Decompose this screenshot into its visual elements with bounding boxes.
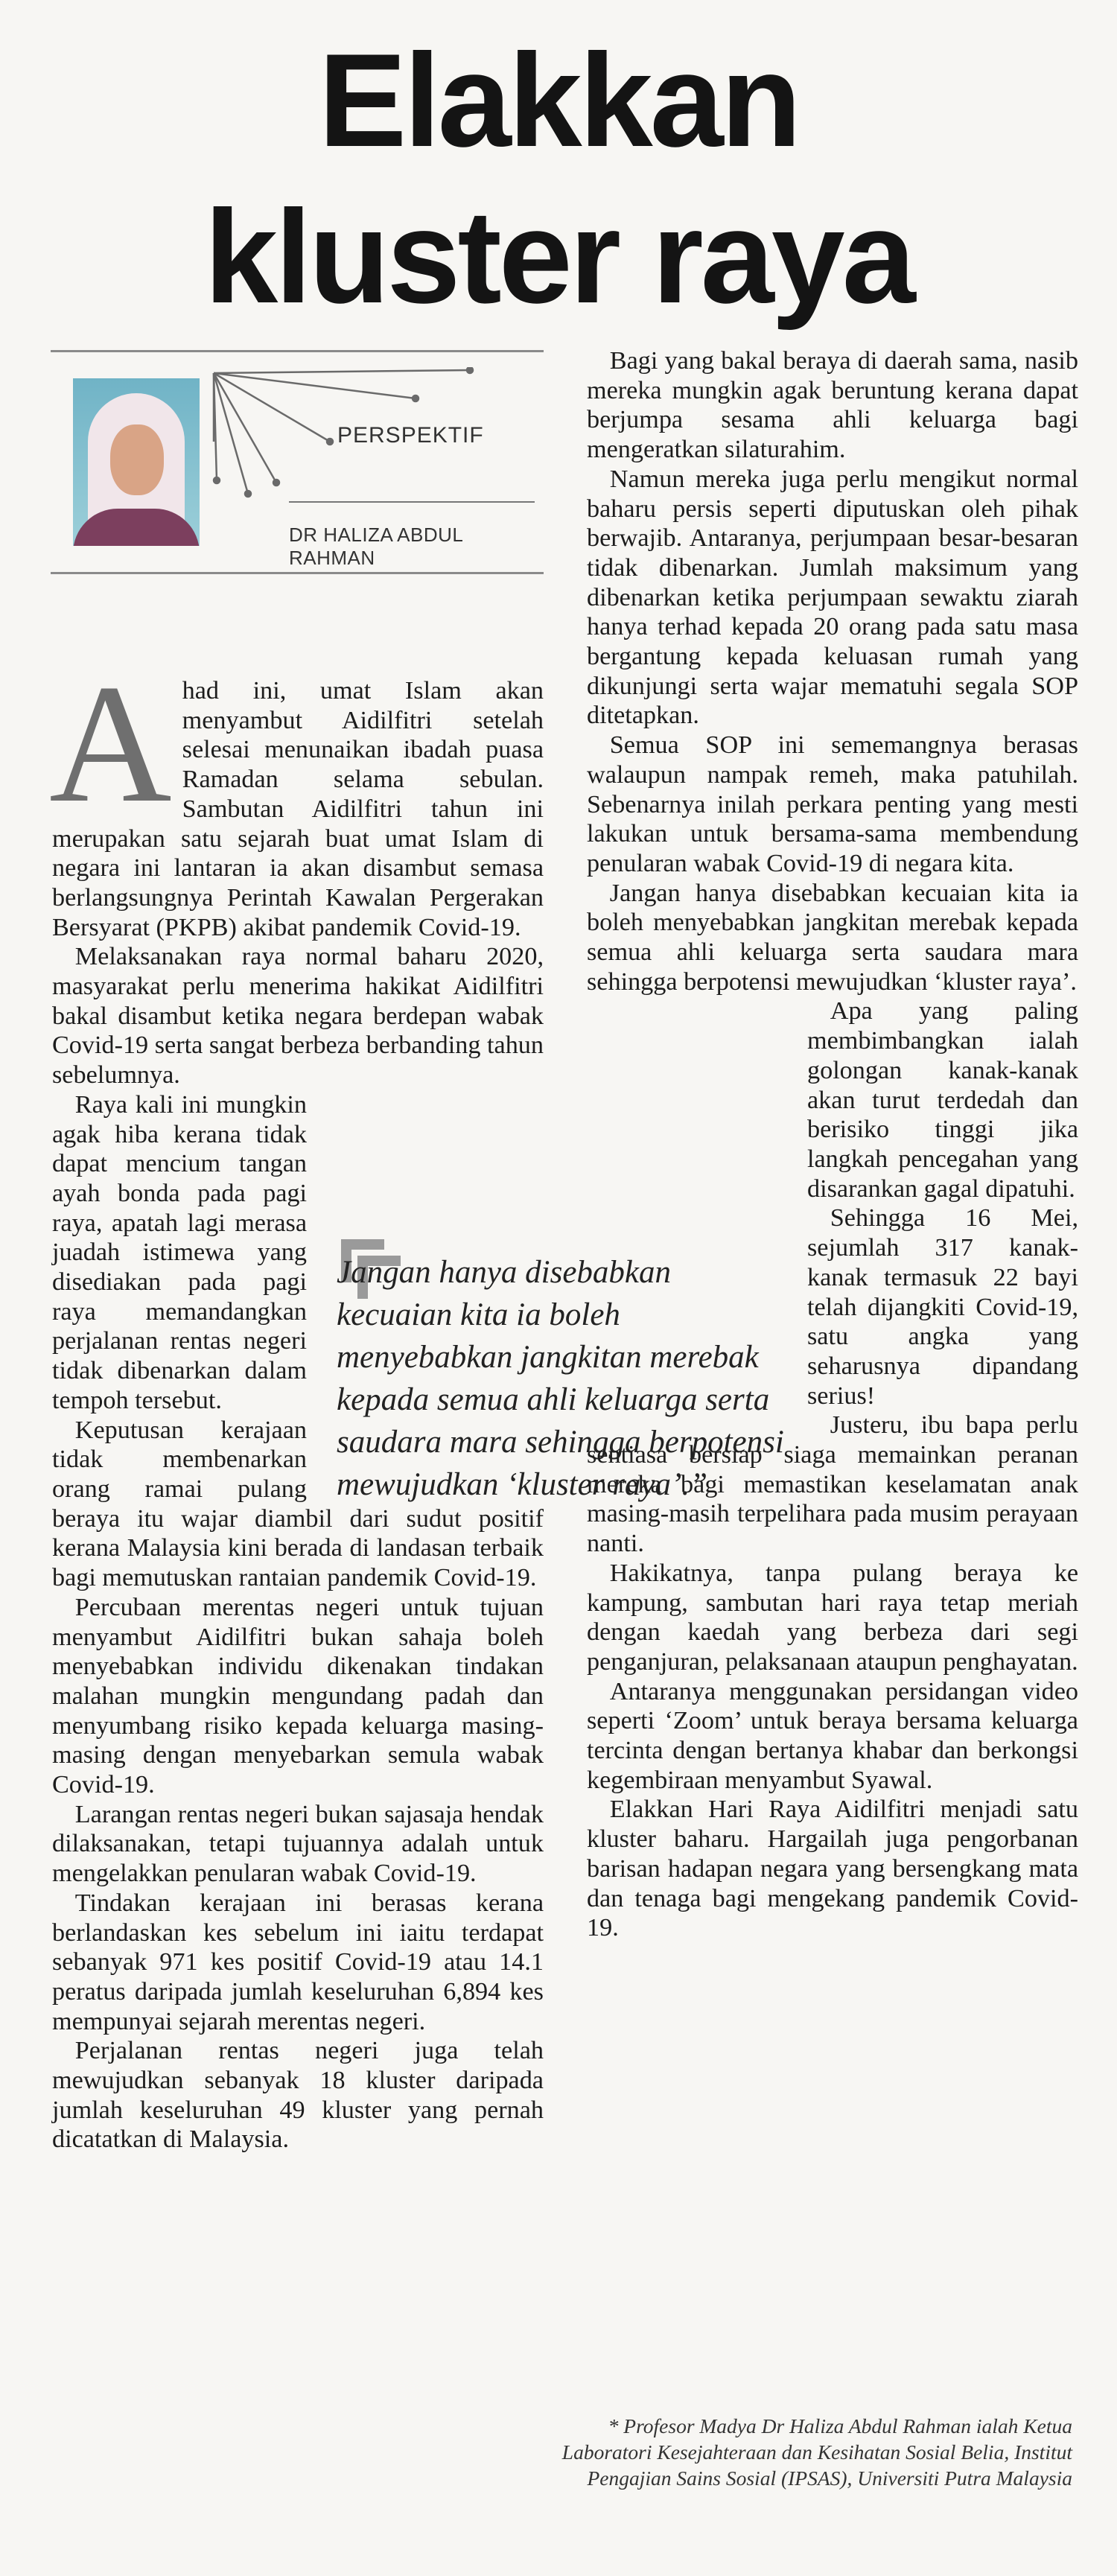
byline-divider <box>289 501 535 503</box>
article-paragraph: Justeru, ibu bapa perlu sentiasa bersiap siaga memainkan peranan mereka bagi memastikan keselamatan anak masing-masih terpelihara pada musim perayaan nanti. <box>587 1411 1078 1558</box>
byline-box <box>51 350 544 574</box>
author-footnote: * Profesor Madya Dr Haliza Abdul Rahman ialah Ketua Laboratori Kesejahteraan dan Kesihatan Sosial Belia, Institut Pengajian Sains Sosial (IPSAS), Universiti Putra Malaysia <box>561 2414 1072 2490</box>
drop-cap: A <box>49 650 172 838</box>
article-paragraph: Semua SOP ini sememangnya berasas walaupun nampak remeh, maka patuhilah. Sebenarnya inilah perkara penting yang mesti lakukan untuk bersama-sama membendung penularan wabak Covid-19 di negara kita. <box>587 731 1078 877</box>
article-paragraph: Namun mereka juga perlu mengikut normal baharu persis seperti diputuskan oleh pihak berwajib. Antaranya, perjumpaan besar-besaran tidak dibenarkan. Jumlah maksimum yang dibenarkan ketika perjumpaan sewaktu ziarah hanya terhad kepada 20 orang pada satu masa bergantung kepada keluasan rumah yang dikunjungi serta wajar mematuhi segala SOP ditetapkan. <box>587 465 1078 730</box>
article-paragraph: Percubaan merentas negeri untuk tujuan menyambut Aidilfitri bukan sahaja boleh menyebabkan individu dikenakan tindakan malahan mungkin mengundang padah dan menyumbang risiko kepada keluarga masing-masing dengan menyebarkan semula wabak Covid-19. <box>52 1593 544 1799</box>
article-paragraph: Larangan rentas negeri bukan sajasaja hendak dilaksanakan, tetapi tujuannya adalah untuk mengelakkan penularan wabak Covid-19. <box>52 1800 544 1888</box>
article-column-2 <box>587 346 1078 1943</box>
article-paragraph: Melaksanakan raya normal baharu 2020, masyarakat perlu menerima hakikat Aidilfitri bakal disambut ketika negara berdepan wabak Covid-19 serta sangat berbeza berbanding tahun sebelumnya. <box>52 943 544 1090</box>
article-paragraph: Raya kali ini mungkin agak hiba kerana tidak dapat mencium tangan ayah bonda pada pagi raya, apatah lagi merasa juadah istimewa yang disediakan pada pagi raya memandangkan perjalanan rentas negeri tidak dibenarkan dalam tempoh tersebut. <box>52 1090 307 1414</box>
article-paragraph: Perjalanan rentas negeri juga telah mewujudkan sebanyak 18 kluster daripada jumlah keseluruhan 49 kluster yang pernah dicatatkan di Malaysia. <box>52 2037 544 2154</box>
article-paragraph: Tindakan kerajaan ini berasas kerana berlandaskan kes sebelum ini iaitu terdapat sebanyak 971 kes positif Covid-19 atau 14.1 peratus daripada jumlah keseluruhan 6,894 kes mempunyai sejarah merentas negeri. <box>52 1889 544 2035</box>
headline-line-1: Elakkan <box>318 26 799 174</box>
article-paragraph: Elakkan Hari Raya Aidilfitri menjadi satu kluster baharu. Hargailah juga pengorbanan barisan hadapan negara yang bersengkang mata dan tenaga bagi mengekang pandemik Covid-19. <box>587 1796 1078 1942</box>
headline-line-2: kluster raya <box>204 182 913 331</box>
article-paragraph: Jangan hanya disebabkan kecuaian kita ia boleh menyebabkan jangkitan merebak kepada semua ahli keluarga serta saudara mara sehingga berpotensi mewujudkan ‘kluster raya’. <box>587 879 1078 996</box>
pull-quote: Jangan hanya disebabkan kecuaian kita ia boleh menyebabkan jangkitan merebak kepada semua ahli keluarga serta saudara mara sehingga berpotensi mewujudkan ‘kluster raya’.” <box>337 1255 784 1502</box>
headline <box>0 22 1117 335</box>
author-name: DR HALIZA ABDUL RAHMAN <box>289 524 463 569</box>
article-paragraph: Hakikatnya, tanpa pulang beraya ke kampung, sambutan hari raya tetap meriah dengan kaedah yang berbeza dari segi penganjuran, pelaksanaan ataupun penghayatan. <box>587 1559 1078 1676</box>
article-paragraph: Bagi yang bakal beraya di daerah sama, nasib mereka mungkin agak beruntung kerana dapat berjumpa sesama ahli keluarga bagi mengeratkan silaturahim. <box>587 347 1078 464</box>
author-photo <box>73 378 200 546</box>
article-paragraph: Keputusan kerajaan tidak membenarkan orang ramai pulang beraya itu wajar diambil dari sudut positif kerana Malaysia kini berada di landasan terbaik bagi memutuskan rantaian pandemik Covid-19. <box>52 1416 544 1592</box>
column-name: PERSPEKTIF <box>337 423 484 448</box>
article-paragraph: Apa yang paling membimbangkan ialah golongan kanak-kanak akan turut terdedah dan berisiko tinggi jika langkah pencegahan yang disarankan gagal dipatuhi. <box>807 997 1078 1203</box>
article-paragraph: Ahad ini, umat Islam akan menyambut Aidilfitri setelah selesai menunaikan ibadah puasa Ramadan selama sebulan. Sambutan Aidilfitri tahun ini merupakan satu sejarah buat umat Islam di negara ini lantaran ia akan disambut semasa berlangsungnya Perintah Kawalan Pergerakan Bersyarat (PKPB) akibat pandemik Covid-19. <box>49 650 544 941</box>
article-paragraph: Sehingga 16 Mei, sejumlah 317 kanak-kanak termasuk 22 bayi telah dijangkiti Covid-19, satu angka yang seharusnya dipandang serius! <box>807 1204 1078 1410</box>
article-paragraph: Antaranya menggunakan persidangan video seperti ‘Zoom’ untuk beraya bersama keluarga tercinta dengan bertanya khabar dan berkongsi kegembiraan menyambut Syawal. <box>587 1677 1078 1794</box>
